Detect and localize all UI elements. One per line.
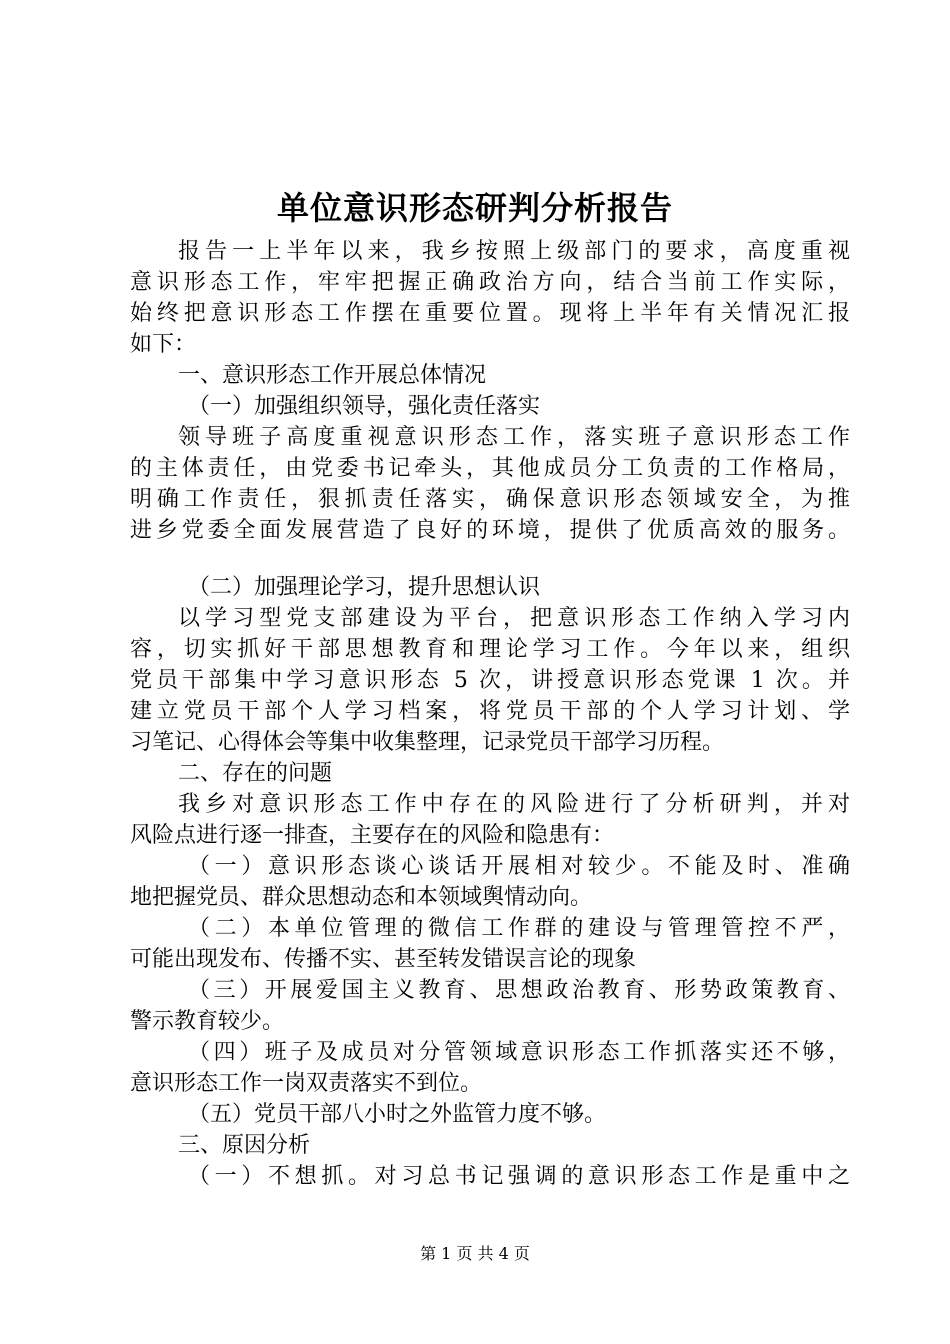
paragraph-line: 明确工作责任，狠抓责任落实，确保意识形态领域安全，为推 [130,487,850,512]
paragraph-line: 建立党员干部个人学习档案，将党员干部的个人学习计划、学 [130,699,850,724]
paragraph-line: 以学习型党支部建设为平台，把意识形态工作纳入学习内 [178,606,850,631]
paragraph-line: 风险点进行逐一排查，主要存在的风险和隐患有： [130,823,615,848]
paragraph-line: （一）不想抓。对习总书记强调的意识形态工作是重中之 [188,1164,850,1189]
section-heading: 二、存在的问题 [178,761,333,786]
list-item-line: （三）开展爱国主义教育、思想政治教育、形势政策教育、 [188,978,850,1003]
paragraph-line: 始终把意识形态工作摆在重要位置。现将上半年有关情况汇报 [130,301,850,326]
paragraph-line: 的主体责任，由党委书记牵头，其他成员分工负责的工作格局， [130,456,850,481]
paragraph-line: 习笔记、心得体会等集中收集整理，记录党员干部学习历程。 [130,730,725,755]
document-title: 单位意识形态研判分析报告 [276,189,673,227]
paragraph-line: 报告一上半年以来，我乡按照上级部门的要求，高度重视 [178,239,850,264]
document-body [130,236,850,1192]
page-number-footer: 第 1 页 共 4 页 [420,1244,530,1263]
paragraph-line: 意识形态工作，牢牢把握正确政治方向，结合当前工作实际， [130,270,850,295]
subsection-heading: （二）加强理论学习，提升思想认识 [188,575,541,600]
list-item-line: 可能出现发布、传播不实、甚至转发错误言论的现象 [130,947,637,972]
paragraph-line: 党员干部集中学习意识形态 5 次，讲授意识形态党课 1 次。并 [130,668,850,693]
list-item-line: 地把握党员、群众思想动态和本领域舆情动向。 [130,885,593,910]
paragraph-line: 如下： [130,332,197,357]
list-item-line: （四）班子及成员对分管领域意识形态工作抓落实还不够， [188,1040,850,1065]
paragraph-line: 容，切实抓好干部思想教育和理论学习工作。今年以来，组织 [130,637,850,662]
paragraph-gap [130,546,850,572]
list-item-line: 意识形态工作一岗双责落实不到位。 [130,1071,483,1096]
paragraph-line: 领导班子高度重视意识形态工作，落实班子意识形态工作 [178,425,850,450]
subsection-heading: （一）加强组织领导，强化责任落实 [188,394,541,419]
list-item-line: （五）党员干部八小时之外监管力度不够。 [188,1102,607,1127]
list-item-line: （二）本单位管理的微信工作群的建设与管理管控不严， [188,916,850,941]
section-heading: 三、原因分析 [178,1133,311,1158]
paragraph-line: 进乡党委全面发展营造了良好的环境，提供了优质高效的服务。 [130,518,850,543]
list-item-line: 警示教育较少。 [130,1009,285,1034]
section-heading: 一、意识形态工作开展总体情况 [178,363,487,388]
list-item-line: （一）意识形态谈心谈话开展相对较少。不能及时、准确 [188,854,850,879]
paragraph-line: 我乡对意识形态工作中存在的风险进行了分析研判，并对 [178,792,850,817]
